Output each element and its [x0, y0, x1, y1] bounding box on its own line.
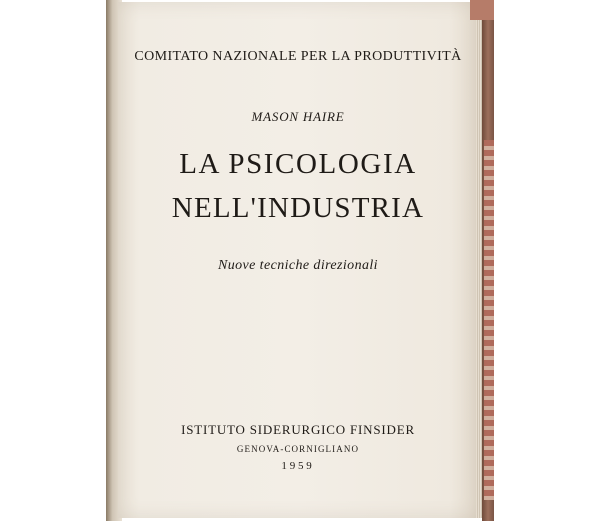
book-subtitle: Nuove tecniche direzionali: [218, 258, 378, 273]
binding-pattern: [484, 140, 494, 500]
author-name: MASON HAIRE: [251, 109, 345, 124]
publisher-place: GENOVA-CORNIGLIANO: [236, 444, 360, 454]
book-title-line-2: NELL'INDUSTRIA: [171, 192, 425, 224]
publication-year: 1959: [281, 460, 315, 472]
committee-heading: COMITATO NAZIONALE PER LA PRODUTTIVITÀ: [134, 49, 462, 64]
book-title-line-1: LA PSICOLOGIA: [179, 148, 417, 180]
publisher-name: ISTITUTO SIDERURGICO FINSIDER: [181, 422, 415, 437]
binding-corner: [470, 0, 494, 20]
